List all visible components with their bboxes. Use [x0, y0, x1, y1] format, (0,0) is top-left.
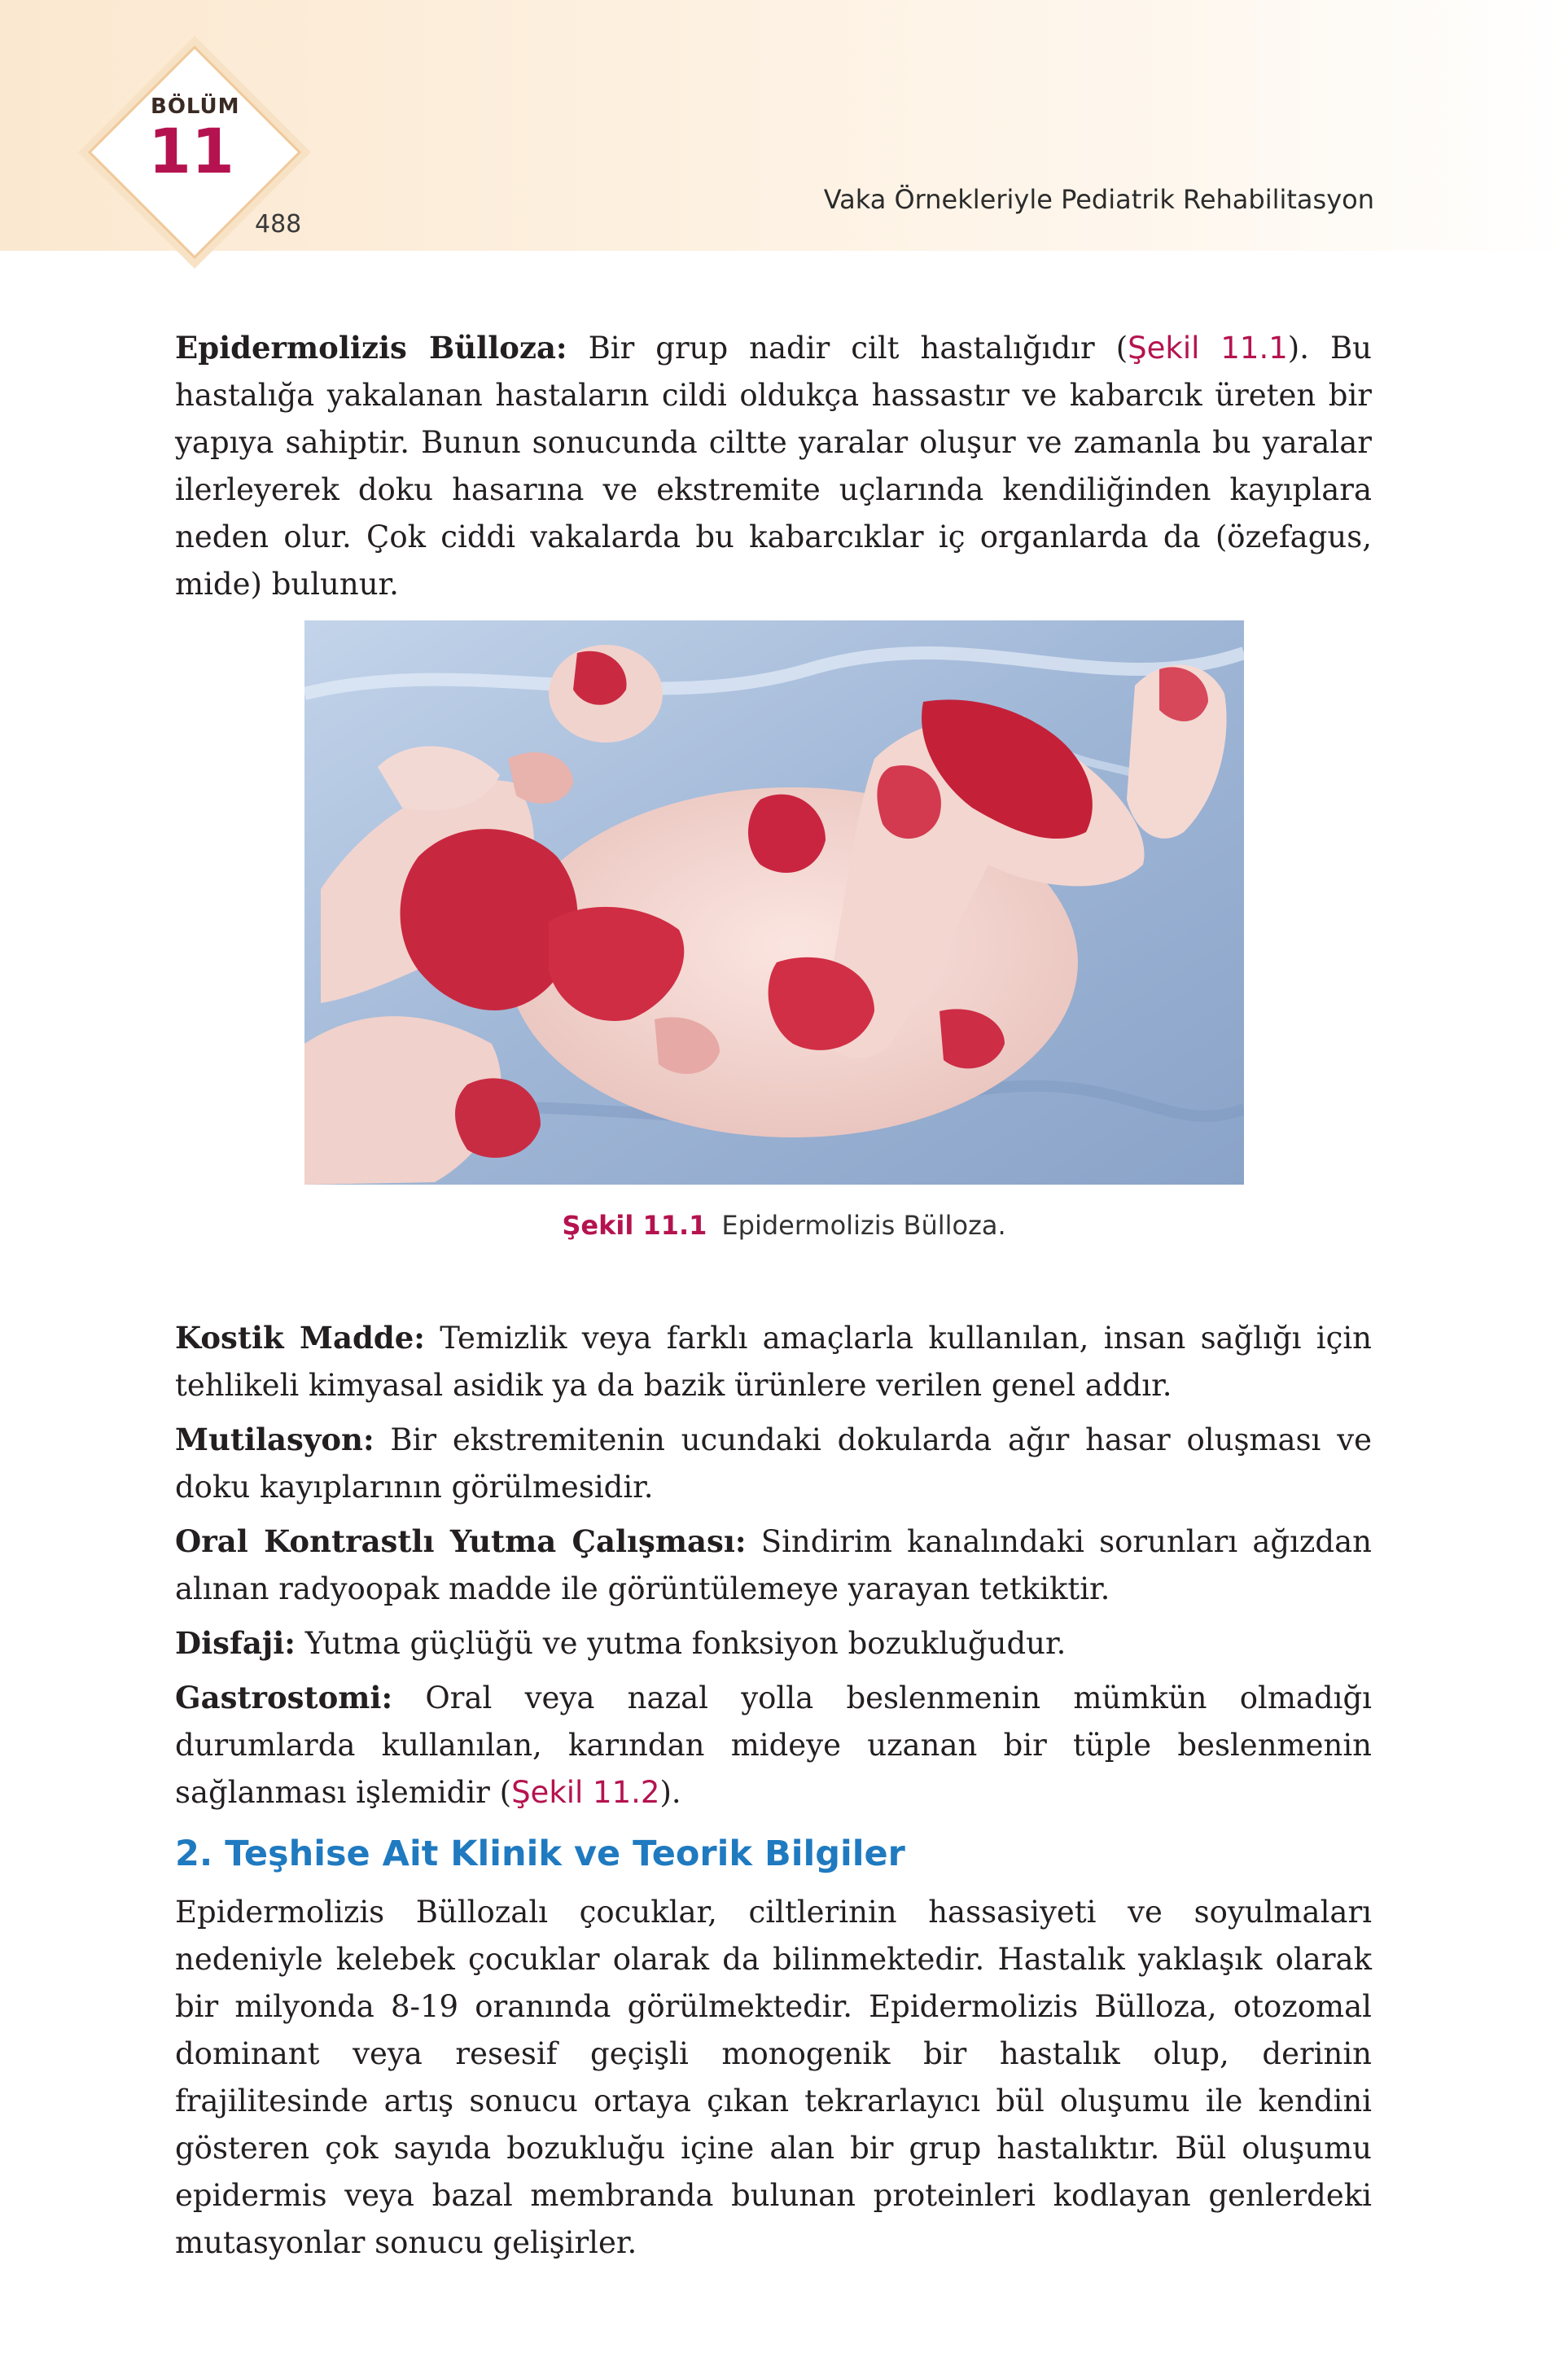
definition-text: Temizlik veya farklı amaçlarla kullanılan, insan sağlığı için tehlikeli kimyasal asidik ya da bazik ürünlere verilen genel addır.: [175, 1321, 1373, 1403]
chapter-number: 11: [148, 115, 234, 187]
definition-text-end: ).: [659, 1775, 681, 1810]
definition-text: Bir ekstremitenin ucundaki dokularda ağır hasar oluşması ve doku kayıplarının görülmesidir.: [175, 1422, 1372, 1505]
definition-term: Kostik Madde:: [175, 1320, 425, 1356]
figure-ref-11-1[interactable]: Şekil 11.1: [1128, 331, 1288, 366]
definition-item: [175, 1314, 1372, 1409]
figure-ref-11-2[interactable]: Şekil 11.2: [511, 1775, 660, 1810]
definition-term: Disfaji:: [175, 1625, 296, 1661]
definition-text: Yutma güçlüğü ve yutma fonksiyon bozukluğudur.: [295, 1626, 1067, 1661]
intro-term: Epidermolizis Bülloza:: [175, 330, 567, 366]
page-number: 488: [255, 210, 302, 239]
definition-term: Oral Kontrastlı Yutma Çalışması:: [175, 1523, 747, 1559]
definitions-block: [175, 1314, 1372, 1823]
section-paragraph: [175, 1889, 1372, 2267]
running-title: Vaka Örnekleriyle Pediatrik Rehabilitasyon: [823, 184, 1374, 215]
definition-term: Mutilasyon:: [175, 1422, 374, 1457]
definition-item: [175, 1518, 1372, 1613]
intro-paragraph: [175, 324, 1372, 608]
child-skin-photo: [304, 620, 1244, 1185]
definition-text: Oral veya nazal yolla beslenmenin mümkün olmadığı durumlarda kullanılan, karından mideye uzanan bir tüple beslenmenin sağlanması işlemidir (: [175, 1680, 1372, 1810]
caption-text: Epidermolizis Bülloza.: [721, 1210, 1006, 1241]
definition-item: [175, 1674, 1372, 1816]
caption-label: Şekil 11.1: [562, 1210, 707, 1241]
figure-caption: [0, 1210, 1568, 1241]
section-paragraph-text: Epidermolizis Büllozalı çocuklar, ciltlerinin hassasiyeti ve soyulmaları nedeniyle kelebek çocuklar olarak da bilinmektedir. Hastalık yaklaşık olarak bir milyonda 8-19 oranında görülmektedir. Epidermolizis Bülloza, otozomal dominant veya resesif geçişli monogenik bir hastalık olup, derinin frajilitesinde artış sonucu ortaya çıkan tekrarlayıcı bül oluşumu ile kendini gösteren çok sayıda bozukluğu içine alan bir grup hastalıktır. Bül oluşumu epidermis veya bazal membranda bulunan proteinleri kodlayan genlerdeki mutasyonlar sonucu gelişirler.: [175, 1895, 1372, 2260]
definition-item: [175, 1416, 1372, 1511]
section-heading: 2. Teşhise Ait Klinik ve Teorik Bilgiler: [175, 1834, 905, 1874]
definition-item: [175, 1619, 1372, 1667]
figure-photo: [304, 620, 1244, 1185]
chapter-label: BÖLÜM: [151, 94, 240, 119]
definition-term: Gastrostomi:: [175, 1680, 393, 1715]
definition-text: Sindirim kanalındaki sorunları ağızdan alınan radyoopak madde ile görüntülemeye yarayan tetkiktir.: [175, 1524, 1372, 1606]
intro-text-1: Bir grup nadir cilt hastalığıdır (: [567, 331, 1128, 366]
intro-text-2: ). Bu hastalığa yakalanan hastaların cildi oldukça hassastır ve kabarcık üreten bir yapıya sahiptir. Bunun sonucunda ciltte yaralar oluşur ve zamanla bu yaralar ilerleyerek doku hasarına ve ekstremite uçlarında kendiliğinden kayıplara neden olur. Çok ciddi vakalarda bu kabarcıklar iç organlarda da (özefagus, mide) bulunur.: [175, 331, 1372, 602]
